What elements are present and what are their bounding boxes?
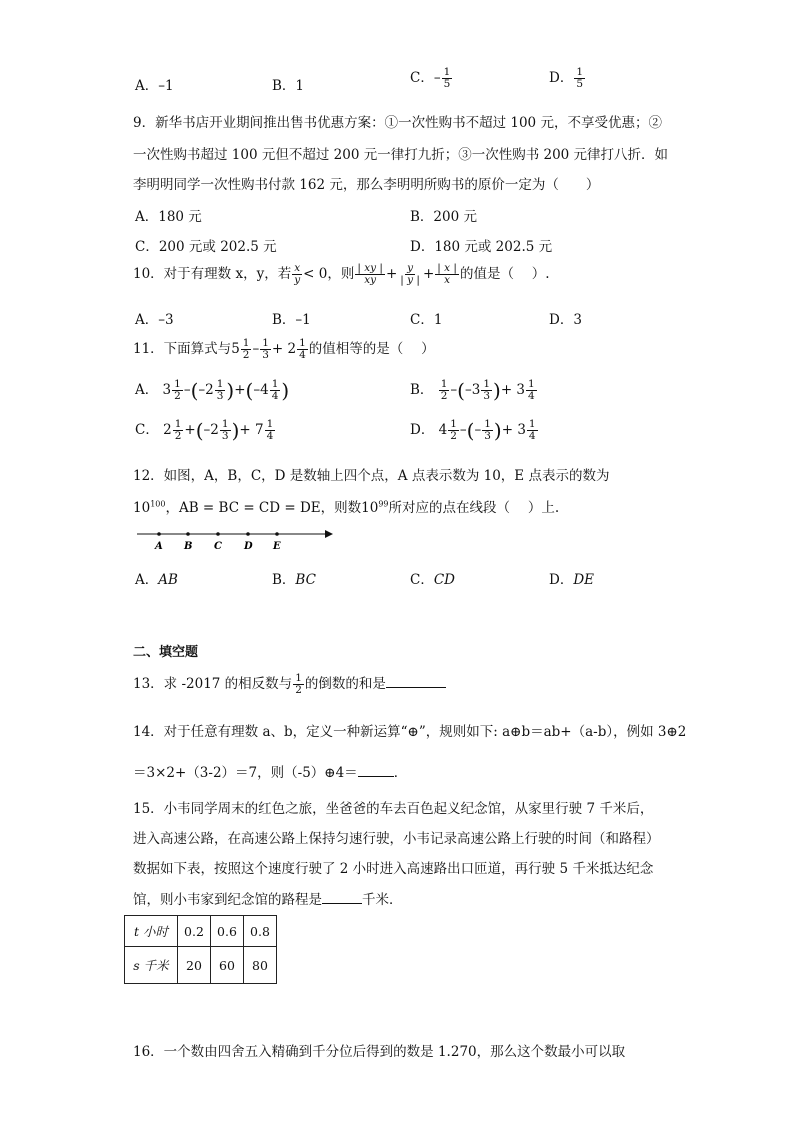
fraction: $\frac{1}{5}$ xyxy=(576,65,584,90)
fraction: $\frac{1}{2}$ xyxy=(440,377,448,402)
fraction: $\frac{| x |}{x}$ xyxy=(437,261,457,286)
q8-option-a: A．–1 xyxy=(135,78,174,94)
section-title: 二、填空题 xyxy=(133,645,199,660)
fraction: $\frac{x}{y}$ xyxy=(294,261,301,286)
q11-stem: 11．下面算式与5 $\frac{1}{2}$ – $\frac{1}{3}$ + 2 $\frac{1}{4}$ 的值相等的是（ ） xyxy=(133,336,435,361)
point-c-label: C xyxy=(214,541,222,552)
q14-line-1: 14．对于任意有理数 a、b，定义一种新运算“⊕”，规则如下: a⊕b＝ab+（a-b），例如 3⊕2 xyxy=(133,724,687,740)
q11-option-c: C． 2 $\frac{1}{2}$ +(–2 $\frac{1}{3}$ )+ 7 $\frac{1}{4}$ xyxy=(135,417,274,443)
fraction: $\frac{1}{3}$ xyxy=(221,417,229,442)
q10-option-b: B．–1 xyxy=(272,312,311,328)
answer-blank[interactable] xyxy=(322,891,362,904)
table-cell: s 千米 xyxy=(125,947,178,984)
fraction: $\frac{y}{| y |}$ xyxy=(400,261,420,286)
speed-table xyxy=(124,915,277,984)
fraction: $\frac{| xy |}{xy}$ xyxy=(357,261,383,286)
q10-option-c: C．1 xyxy=(410,312,443,328)
q11-option-a: A． 3 $\frac{1}{2}$ –(–2 $\frac{1}{3}$ )+(–4 $\frac{1}{4}$ ) xyxy=(135,377,290,403)
q9-option-c: C．200 元或 202.5 元 xyxy=(135,239,277,255)
q15-line-4: 馆，则小韦家到纪念馆的路程是 千米． xyxy=(133,892,403,908)
fraction: $\frac{1}{3}$ xyxy=(484,417,491,442)
table-cell: 20 xyxy=(178,947,211,984)
fraction: $\frac{1}{2}$ xyxy=(295,671,302,696)
q12-option-d: D．DE xyxy=(549,572,595,588)
fraction: $\frac{1}{2}$ xyxy=(450,417,457,442)
fraction: $\frac{1}{4}$ xyxy=(528,417,536,442)
q8-option-c: C．– $\frac{1}{5}$ xyxy=(410,65,451,90)
q11-option-d: D． 4 $\frac{1}{2}$ –(– $\frac{1}{3}$ )+ 3 $\frac{1}{4}$ xyxy=(410,417,536,443)
fraction: $\frac{1}{2}$ xyxy=(174,377,181,402)
q12-option-a: A．AB xyxy=(135,572,178,588)
table-cell: 60 xyxy=(211,947,244,984)
number-line-figure xyxy=(135,524,335,554)
fraction: $\frac{1}{3}$ xyxy=(216,377,224,402)
fraction: $\frac{1}{3}$ xyxy=(262,336,269,361)
q15-line-1: 15．小韦同学周末的红色之旅，坐爸爸的车去百色起义纪念馆，从家里行驶 7 千米后， xyxy=(133,801,654,817)
q8-option-d: D． $\frac{1}{5}$ xyxy=(549,65,584,90)
q15-line-3: 数据如下表，按照这个速度行驶了 2 小时进入高速路出口匝道，再行驶 5 千米抵达纪念 xyxy=(133,861,654,877)
fraction: $\frac{1}{4}$ xyxy=(266,417,274,442)
q9-line-3: 李明明同学一次性购书付款 162 元，那么李明明所购书的原价一定为（ ） xyxy=(133,177,600,193)
q12-line-1: 12．如图，A，B，C，D 是数轴上四个点，A 点表示数为 10，E 点表示的数为 xyxy=(133,468,610,484)
q12-option-c: C．CD xyxy=(410,572,455,588)
q11-option-b: B． $\frac{1}{2}$ –(–3 $\frac{1}{3}$ )+ 3 $\frac{1}{4}$ xyxy=(410,377,535,403)
point-c-dot xyxy=(216,532,220,536)
q8-option-b: B．1 xyxy=(272,78,305,94)
fraction: $\frac{1}{2}$ xyxy=(242,336,250,361)
table-cell: 80 xyxy=(244,947,277,984)
q9-option-d: D．180 元或 202.5 元 xyxy=(410,239,553,255)
q14-line-2: ＝3×2+（3-2）＝7，则（-5）⊕4＝ ． xyxy=(133,765,408,781)
fraction: $\frac{1}{4}$ xyxy=(299,336,306,361)
q9-line-1: 9．新华书店开业期间推出售书优惠方案：①一次性购书不超过 100 元，不享受优惠；② xyxy=(133,115,662,131)
table-cell: 0.8 xyxy=(244,916,277,947)
q16-line-1: 16．一个数由四舍五入精确到千分位后得到的数是 1.270，那么这个数最小可以取 xyxy=(133,1044,626,1060)
point-b-dot xyxy=(186,532,190,536)
point-a-dot xyxy=(157,532,161,536)
fraction: $\frac{1}{5}$ xyxy=(443,65,451,90)
point-d-dot xyxy=(246,532,250,536)
q9-option-b: B．200 元 xyxy=(410,209,477,225)
q9-line-2: 一次性购书超过 100 元但不超过 200 元一律打九折；③一次性购书 200 元律打八折．如 xyxy=(133,147,669,163)
fraction: $\frac{1}{4}$ xyxy=(528,377,535,402)
fraction: $\frac{1}{2}$ xyxy=(174,417,182,442)
point-a-label: A xyxy=(155,541,163,552)
q12-option-b: B．BC xyxy=(272,572,316,588)
point-e-label: E xyxy=(273,541,281,552)
q13-stem: 13．求 -2017 的相反数与 $\frac{1}{2}$ 的倒数的和是 xyxy=(133,672,446,696)
answer-blank[interactable] xyxy=(386,675,446,688)
table-row xyxy=(125,947,277,984)
q15-line-2: 进入高速公路，在高速公路上保持匀速行驶，小韦记录高速公路上行驶的时间（和路程） xyxy=(133,831,660,847)
number-line-arrow xyxy=(325,530,333,538)
point-b-label: B xyxy=(184,541,193,552)
q12-line-2: $10^{100}$，AB = BC = CD = DE，则数$10^{99}$所对应的点在线段（ ）上. xyxy=(133,499,560,516)
table-cell: 0.6 xyxy=(211,916,244,947)
answer-blank[interactable] xyxy=(358,764,394,777)
table-cell: t 小时 xyxy=(125,916,178,947)
table-row xyxy=(125,916,277,947)
fraction: $\frac{1}{3}$ xyxy=(483,377,490,402)
q10-option-d: D．3 xyxy=(549,312,582,328)
q10-stem: 10．对于有理数 x，y，若 $\frac{x}{y}$ < 0，则 $\frac{| xy |}{xy}$ + $\frac{y}{| y |}$ + $\frac{| x |}{x}$ 的值是（ ）. xyxy=(133,261,550,286)
q9-option-a: A．180 元 xyxy=(135,209,202,225)
point-d-label: D xyxy=(244,541,253,552)
fraction: $\frac{1}{4}$ xyxy=(271,377,279,402)
q10-option-a: A．–3 xyxy=(135,312,174,328)
table-cell: 0.2 xyxy=(178,916,211,947)
point-e-dot xyxy=(275,532,279,536)
